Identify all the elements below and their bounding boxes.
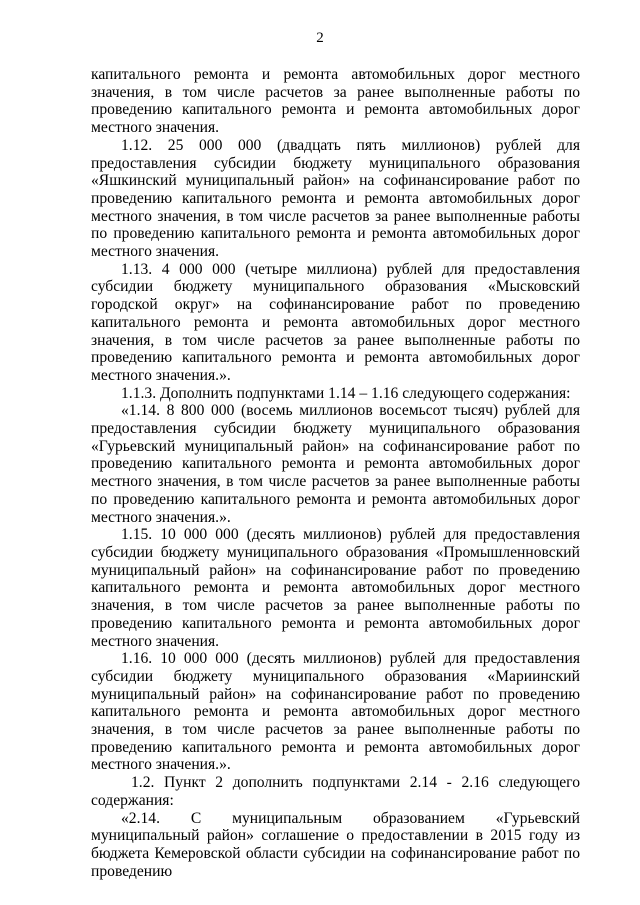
paragraph-item-1-1-3: 1.1.3. Дополнить подпунктами 1.14 – 1.16 следующего содержания:	[121, 384, 571, 402]
paragraph-item-1-14: «1.14. 8 800 000 (восемь миллионов восемьсот тысяч) рублей для предоставления субсидии бюджету муниципального образования «Гурьевский муниципальный район» на софинансирование работ по проведению капитального ремонта и ремонта автомобильных дорог местного значения, в том числе расчетов за ранее выполненные работы по проведению капитального ремонта и ремонта автомобильных дорог местного значения.».	[91, 402, 580, 526]
paragraph-item-2-14: «2.14. С муниципальным образованием «Гурьевский муниципальный район» соглашение о предоставлении в 2015 году из бюджета Кемеровской области субсидии на софинансирование работ по проведению	[91, 809, 580, 880]
paragraph-item-1-12: 1.12. 25 000 000 (двадцать пять миллионов) рублей для предоставления субсидии бюджету муниципального образования «Яшкинский муниципальный район» на софинансирование работ по проведению капитального ремонта и ремонта автомобильных дорог местного значения, в том числе расчетов за ранее выполненные работы по проведению капитального ремонта и ремонта автомобильных дорог местного значения.	[91, 136, 580, 261]
paragraph-continuation: капитального ремонта и ремонта автомобильных дорог местного значения, в том числе расчетов за ранее выполненные работы по проведению капитального ремонта и ремонта автомобильных дорог местного значения.	[91, 66, 580, 137]
page-number: 2	[316, 30, 324, 46]
paragraph-item-1-15: 1.15. 10 000 000 (десять миллионов) рублей для предоставления субсидии бюджету муниципального образования «Промышленновский муниципальный район» на софинансирование работ по проведению капитального ремонта и ремонта автомобильных дорог местного значения, в том числе расчетов за ранее выполненные работы по проведению капитального ремонта и ремонта автомобильных дорог местного значения.	[91, 526, 580, 650]
document-body	[91, 66, 580, 880]
paragraph-item-1-16: 1.16. 10 000 000 (десять миллионов) рублей для предоставления субсидии бюджету муниципального образования «Мариинский муниципальный район» на софинансирование работ по проведению капитального ремонта и ремонта автомобильных дорог местного значения, в том числе расчетов за ранее выполненные работы по проведению капитального ремонта и ремонта автомобильных дорог местного значения.».	[91, 650, 580, 774]
paragraph-item-1-13: 1.13. 4 000 000 (четыре миллиона) рублей для предоставления субсидии бюджету муниципального образования «Мысковский городской округ» на софинансирование работ по проведению капитального ремонта и ремонта автомобильных дорог местного значения, в том числе расчетов за ранее выполненные работы по проведению капитального ремонта и ремонта автомобильных дорог местного значения.».	[91, 260, 580, 384]
paragraph-item-1-2: 1.2. Пункт 2 дополнить подпунктами 2.14 - 2.16 следующего содержания:	[91, 774, 580, 809]
